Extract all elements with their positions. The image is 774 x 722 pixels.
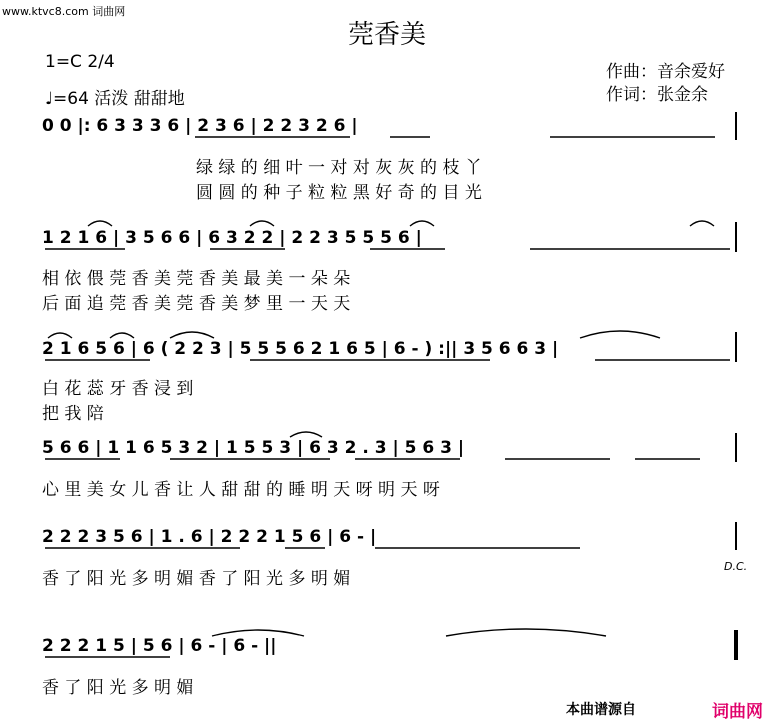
site-watermark: www.ktvc8.com 词曲网 [2, 5, 126, 18]
lyricist-credit: 作词：张金余 [606, 85, 708, 105]
notation-row-4: 5 6 6 | 1 1 6 5 3 2 | 1 5 5 3 | 6 3 2 . 3 | 5 6 3 | [42, 438, 465, 458]
song-title: 莞香美 [347, 20, 426, 50]
lyric-row-4: 心 里 美 女 儿 香 让 人 甜 甜 的 睡 明 天 呀 明 天 呀 [42, 480, 440, 500]
source-label: 本曲谱源自 [566, 702, 636, 718]
key-signature: 1=C 2/4 [45, 52, 115, 72]
notation-row-5: 2 2 2 3 5 6 | 1 . 6 | 2 2 2 1 5 6 | 6 - | [42, 527, 377, 547]
lyric-row-3a: 白 花 蕊 牙 香 浸 到 [42, 379, 194, 399]
notation-row-6: 2 2 2 1 5 | 5 6 | 6 - | 6 - || [42, 636, 277, 656]
lyric-row-3b: 把 我 陪 [42, 404, 104, 424]
lyric-row-6: 香 了 阳 光 多 明 媚 [42, 678, 194, 698]
tempo-marking: ♩=64 活泼 甜甜地 [45, 89, 185, 109]
notation-row-1: 0 0 |: 6 3 3 3 6 | 2 3 6 | 2 2 3 2 6 | [42, 116, 358, 136]
lyric-row-2b: 后 面 追 莞 香 美 莞 香 美 梦 里 一 天 天 [42, 294, 351, 314]
composer-credit: 作曲：音余爱好 [606, 62, 725, 82]
lyric-row-5: 香 了 阳 光 多 明 媚 香 了 阳 光 多 明 媚 [42, 569, 351, 589]
dc-marking: D.C. [724, 560, 748, 573]
notation-row-3: 2 1 6 5 6 | 6 ( 2 2 3 | 5 5 5 6 2 1 6 5 | 6 - ) :|| 3 5 6 6 3 | [42, 339, 559, 359]
lyric-row-1a: 绿 绿 的 细 叶 一 对 对 灰 灰 的 枝 丫 [196, 158, 482, 178]
notation-row-2: 1 2 1 6 | 3 5 6 6 | 6 3 2 2 | 2 2 3 5 5 5 6 | [42, 228, 422, 248]
lyric-row-1b: 圆 圆 的 种 子 粒 粒 黑 好 奇 的 目 光 [196, 183, 482, 203]
lyric-row-2a: 相 依 偎 莞 香 美 莞 香 美 最 美 一 朵 朵 [42, 269, 351, 289]
site-logo: 词曲网 [712, 702, 763, 722]
